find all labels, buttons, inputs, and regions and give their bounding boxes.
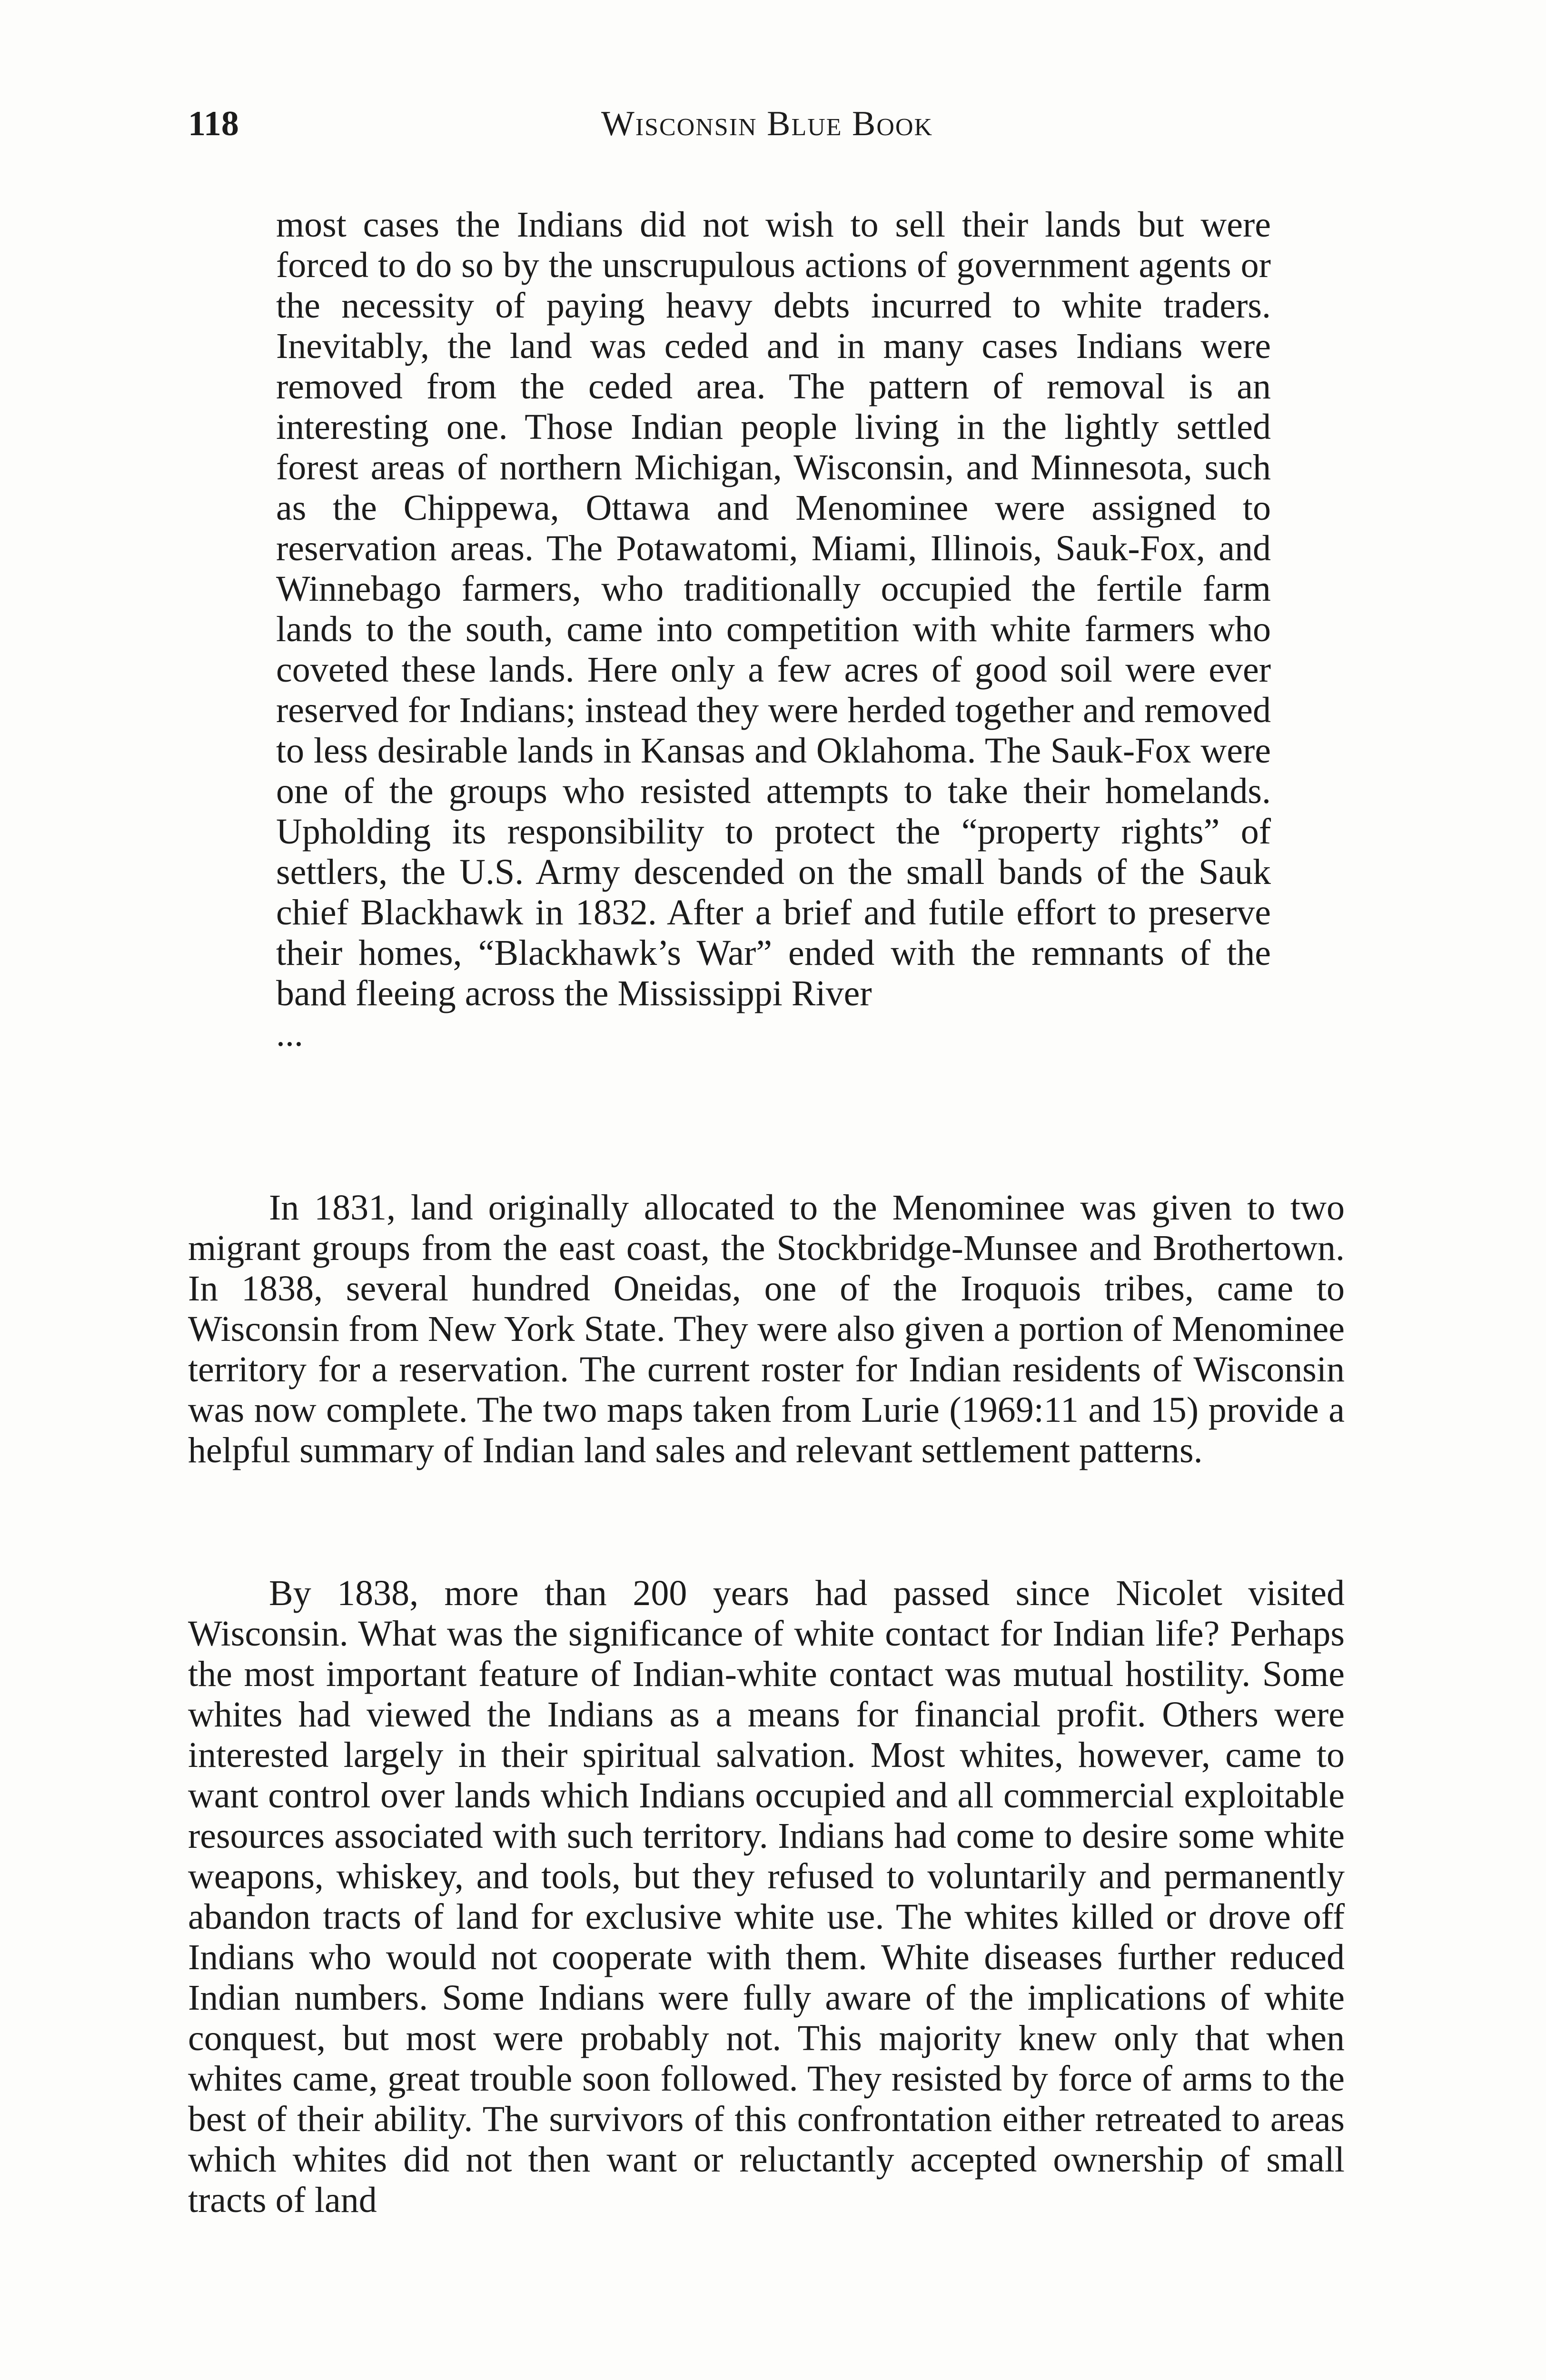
body-paragraph-1 [188,1188,1345,1471]
paragraph-text: In 1831, land originally allocated to the Menominee was given to two migrant groups from the east coast, the Stockbridge-Munsee and Brothertown. In 1838, several hundred Oneidas, one of the Iroquois tribes, came to Wisconsin from New York State. They were also given a portion of Menominee territory for a reservation. The current roster for Indian residents of Wisconsin was now complete. The two maps taken from Lurie (1969:11 and 15) provide a helpful summary of Indian land sales and relevant settlement patterns. [188,1188,1345,1470]
block-quote [276,205,1271,1054]
running-header [188,100,1346,148]
paragraph-text: By 1838, more than 200 years had passed since Nicolet visited Wisconsin. What was the significance of white contact for Indian life? Perhaps the most important feature of Indian-white contact was mutual hostility. Some whites had viewed the Indians as a means for financial profit. Others were interested largely in their spiritual salvation. Most whites, however, came to want control over lands which Indians occupied and all commercial exploitable resources associated with such territory. Indians had come to desire some white weapons, whiskey, and tools, but they refused to voluntarily and permanently abandon tracts of land for exclusive white use. The whites killed or drove off Indians who would not cooperate with them. White diseases further reduced Indian numbers. Some Indians were fully aware of the implications of white conquest, but most were probably not. This majority knew only that when whites came, great trouble soon followed. They resisted by force of arms to the best of their ability. The survivors of this confrontation either retreated to areas which whites did not then want or reluctantly accepted ownership of small tracts of land [188,1573,1345,2220]
quote-ellipsis: ... [276,1014,303,1054]
quote-text: most cases the Indians did not wish to sell their lands but were forced to do so by the unscrupulous actions of government agents or the necessity of paying heavy debts incurred to white traders. Inevitably, the land was ceded and in many cases Indians were removed from the ceded area. The pattern of removal is an interesting one. Those Indian people living in the lightly settled forest areas of northern Michigan, Wisconsin, and Minnesota, such as the Chippewa, Ottawa and Menominee were assigned to reservation areas. The Potawatomi, Miami, Illinois, Sauk-Fox, and Winnebago farmers, who traditionally occupied the fertile farm lands to the south, came into competition with white farmers who coveted these lands. Here only a few acres of good soil were ever reserved for Indians; instead they were herded together and removed to less desirable lands in Kansas and Oklahoma. The Sauk-Fox were one of the groups who resisted attempts to take their homelands. Upholding its responsibility to protect the “property rights” of settlers, the U.S. Army descended on the small bands of the Sauk chief Blackhawk in 1832. After a brief and futile effort to preserve their homes, “Blackhawk’s War” ended with the remnants of the band fleeing across the Mississippi River [276,205,1271,1013]
running-title: Wisconsin Blue Book [601,104,933,143]
body-paragraph-2 [188,1573,1345,2221]
page-number: 118 [188,104,239,143]
